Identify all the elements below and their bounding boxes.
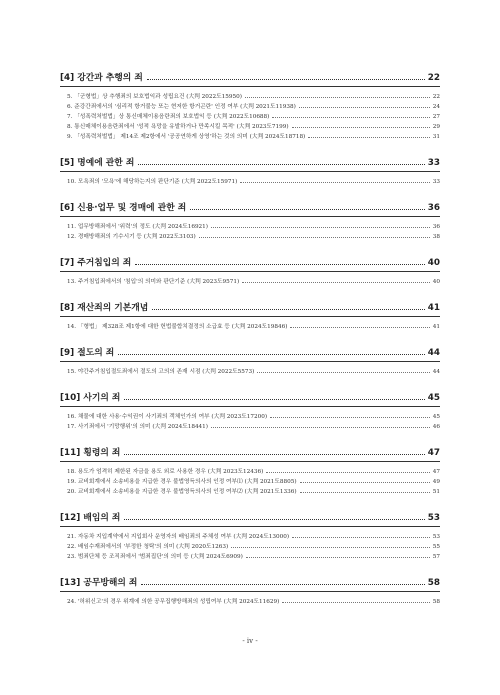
toc-section	[60, 200, 440, 242]
toc-entry[interactable]	[60, 422, 440, 432]
toc-entry[interactable]	[60, 597, 440, 607]
dot-leader	[231, 547, 430, 548]
section-heading[interactable]	[60, 345, 440, 362]
section-title: [6] 신용·업무 및 경매에 관한 죄	[60, 203, 187, 213]
entry-title: 12. 경매방해죄의 기수시기 등 (大判 2022도3103)	[67, 234, 196, 240]
section-page-number: 22	[427, 73, 440, 83]
entry-page-number: 24	[432, 104, 440, 110]
section-title: [10] 사기의 죄	[60, 393, 121, 403]
section-page-number: 40	[427, 258, 440, 268]
entry-title: 24. '허위신고'의 경우 위계에 의한 공무집행방해죄의 성립여부 (大判 2024도11629)	[67, 599, 280, 605]
section-heading[interactable]	[60, 300, 440, 317]
entry-title: 9. 「성폭력처벌법」 제14조 제2항에서 '공공연하게 상영'하는 것의 의미 (大判 2024도18718)	[67, 134, 306, 140]
dot-leader	[211, 427, 430, 428]
dot-leader	[246, 557, 430, 558]
entry-title: 15. 야간주거침입절도죄에서 절도의 고의의 존재 시점 (大判 2022도5573)	[67, 369, 255, 375]
toc-entry[interactable]	[60, 177, 440, 187]
entry-page-number: 57	[432, 554, 440, 560]
dot-leader	[257, 372, 429, 373]
dot-leader	[300, 492, 430, 493]
dot-leader	[300, 482, 430, 483]
toc-entry[interactable]	[60, 132, 440, 142]
section-heading[interactable]	[60, 200, 440, 217]
dot-leader	[118, 354, 424, 355]
entry-page-number: 51	[432, 489, 440, 495]
toc-entry[interactable]	[60, 467, 440, 477]
dot-leader	[292, 127, 430, 128]
dot-leader	[290, 327, 429, 328]
toc-section	[60, 445, 440, 497]
entry-page-number: 44	[432, 369, 440, 375]
section-heading[interactable]	[60, 510, 440, 527]
section-heading[interactable]	[60, 445, 440, 462]
toc-entry[interactable]	[60, 487, 440, 497]
section-page-number: 53	[427, 513, 440, 523]
entry-title: 23. 범죄단체 등 조직죄에서 '범죄집단'의 의미 등 (大判 2024도6909)	[67, 554, 243, 560]
dot-leader	[242, 282, 430, 283]
dot-leader	[147, 79, 425, 80]
dot-leader	[152, 309, 424, 310]
entry-page-number: 29	[432, 124, 440, 130]
entry-title: 16. 채물에 대한 사용·수익권이 사기죄의 객체인가의 여부 (大判 2023도17200)	[67, 414, 268, 420]
toc-entry[interactable]	[60, 477, 440, 487]
entry-page-number: 41	[432, 324, 440, 330]
entry-page-number: 22	[432, 94, 440, 100]
entry-title: 22. 배임수재죄에서의 '부정한 청탁'의 의미 (大判 2020도1263)	[67, 544, 229, 550]
entry-page-number: 33	[432, 179, 440, 185]
entry-title: 14. 「형법」 제328조 제1항에 대한 헌법불합치결정의 소급효 등 (大判 2024도19846)	[67, 324, 288, 330]
table-of-contents	[60, 70, 440, 620]
toc-section	[60, 345, 440, 377]
toc-section	[60, 155, 440, 187]
dot-leader	[240, 182, 429, 183]
section-title: [4] 강간과 추행의 죄	[60, 73, 143, 83]
dot-leader	[190, 209, 424, 210]
dot-leader	[272, 117, 429, 118]
section-page-number: 47	[427, 448, 440, 458]
entry-title: 5. 「군형법」상 추행죄의 보호법익과 성립요건 (大判 2022도15950)	[67, 94, 242, 100]
entry-title: 7. 「성폭력처벌법」상 통신매체이용음란죄의 보호법익 등 (大判 2022도10688)	[67, 114, 270, 120]
section-page-number: 33	[427, 158, 440, 168]
entry-page-number: 55	[432, 544, 440, 550]
section-page-number: 45	[427, 393, 440, 403]
entry-page-number: 49	[432, 479, 440, 485]
toc-entry[interactable]	[60, 122, 440, 132]
toc-entry[interactable]	[60, 367, 440, 377]
entry-title: 10. 모욕죄의 '모욕'에 해당하는지의 판단기준 (大判 2022도15971)	[67, 179, 238, 185]
toc-entry[interactable]	[60, 222, 440, 232]
dot-leader	[270, 417, 430, 418]
dot-leader	[308, 137, 429, 138]
dot-leader	[135, 264, 424, 265]
dot-leader	[124, 519, 424, 520]
dot-leader	[299, 107, 430, 108]
section-page-number: 58	[427, 578, 440, 588]
entry-title: 8. 통신매체이용음란죄에서 '성적 욕망을 유발하거나 만족시킬 목적' (大判 2023도7199)	[67, 124, 289, 130]
section-heading[interactable]	[60, 575, 440, 592]
entry-title: 17. 사기죄에서 '기망행위'의 의미 (大判 2024도18441)	[67, 424, 209, 430]
section-heading[interactable]	[60, 155, 440, 172]
entry-page-number: 31	[432, 134, 440, 140]
entry-title: 6. 준강간죄에서의 '심리적 항거불능 또는 현저한 항거곤란' 인정 여부 (大判 2021도11938)	[67, 104, 296, 110]
page-number-footer: - iv -	[242, 637, 258, 645]
section-title: [9] 절도의 죄	[60, 348, 115, 358]
toc-entry[interactable]	[60, 112, 440, 122]
toc-section	[60, 510, 440, 562]
dot-leader	[282, 602, 429, 603]
section-page-number: 44	[427, 348, 440, 358]
section-title: [13] 공무방해의 죄	[60, 578, 138, 588]
section-title: [12] 배임의 죄	[60, 513, 121, 523]
entry-page-number: 53	[432, 534, 440, 540]
entry-page-number: 40	[432, 279, 440, 285]
toc-section	[60, 390, 440, 432]
entry-page-number: 45	[432, 414, 440, 420]
dot-leader	[199, 237, 430, 238]
entry-page-number: 38	[432, 234, 440, 240]
toc-section	[60, 70, 440, 142]
toc-section	[60, 255, 440, 287]
section-title: [5] 명예에 관한 죄	[60, 158, 135, 168]
entry-title: 11. 업무방해죄에서 '위력'의 정도 (大判 2024도16921)	[67, 224, 209, 230]
section-heading[interactable]	[60, 70, 440, 87]
section-page-number: 36	[427, 203, 440, 213]
entry-page-number: 46	[432, 424, 440, 430]
toc-entry[interactable]	[60, 92, 440, 102]
toc-entry[interactable]	[60, 552, 440, 562]
section-title: [11] 횡령의 죄	[60, 448, 121, 458]
toc-entry[interactable]	[60, 232, 440, 242]
entry-title: 19. 교비회계에서 소송비용을 지급한 경우 불법영득의사의 인정 여부⑴ (大判 2021도8805)	[67, 479, 297, 485]
entry-page-number: 47	[432, 469, 440, 475]
dot-leader	[292, 537, 430, 538]
entry-page-number: 58	[432, 599, 440, 605]
entry-page-number: 36	[432, 224, 440, 230]
toc-entry[interactable]	[60, 412, 440, 422]
toc-entry[interactable]	[60, 277, 440, 287]
section-title: [8] 재산죄의 기본개념	[60, 303, 149, 313]
toc-section	[60, 575, 440, 607]
dot-leader	[124, 454, 424, 455]
dot-leader	[245, 97, 430, 98]
toc-entry[interactable]	[60, 532, 440, 542]
dot-leader	[211, 227, 430, 228]
entry-title: 18. 용도가 엄격히 제한된 자금을 용도 외로 사용한 경우 (大判 2023도12436)	[67, 469, 264, 475]
dot-leader	[141, 584, 424, 585]
section-heading[interactable]	[60, 255, 440, 272]
toc-entry[interactable]	[60, 102, 440, 112]
entry-title: 21. 자동차 지입계약에서 지입회사 운영자의 배임죄의 주체성 여부 (大判 2024도13000)	[67, 534, 290, 540]
toc-entry[interactable]	[60, 542, 440, 552]
toc-section	[60, 300, 440, 332]
dot-leader	[266, 472, 429, 473]
section-title: [7] 주거침입의 죄	[60, 258, 132, 268]
dot-leader	[124, 399, 424, 400]
toc-entry[interactable]	[60, 322, 440, 332]
entry-page-number: 27	[432, 114, 440, 120]
dot-leader	[138, 164, 424, 165]
section-page-number: 41	[427, 303, 440, 313]
entry-title: 13. 주거침입죄에서의 '침입'의 의미와 판단기준 (大判 2023도9571)	[67, 279, 240, 285]
section-heading[interactable]	[60, 390, 440, 407]
entry-title: 20. 교비회계에서 소송비용을 지급한 경우 불법영득의사의 인정 여부⑵ (大判 2021도1336)	[67, 489, 297, 495]
